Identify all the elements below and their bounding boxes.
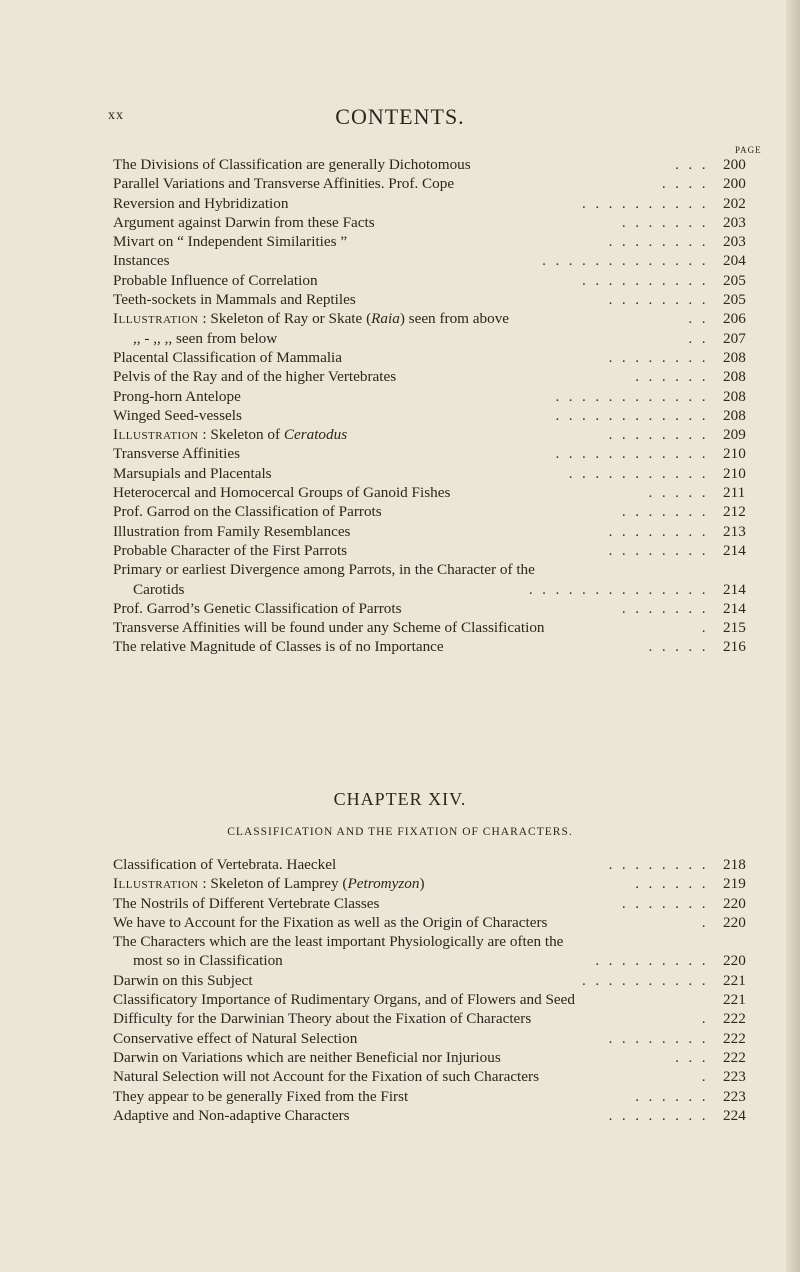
dot-leader: . — [701, 913, 715, 931]
page-number: 214 — [723, 580, 746, 598]
page-number: 203 — [723, 233, 746, 251]
page-number: 223 — [723, 1068, 746, 1086]
contents-entry — [113, 271, 763, 290]
page-column-label: PAGE — [735, 145, 762, 155]
page-number: 222 — [723, 1010, 746, 1028]
dot-leader: ....... — [621, 213, 715, 231]
entry-title: Teeth-sockets in Mammals and Reptiles — [113, 291, 356, 309]
dot-leader: ... — [675, 156, 715, 173]
entry-title: Mivart on “ Independent Similarities ” — [113, 233, 348, 251]
dot-leader: .......... — [582, 194, 715, 212]
dot-leader: ...... — [635, 368, 715, 386]
contents-entry — [113, 464, 763, 483]
page-number: 208 — [723, 406, 746, 424]
entry-title: Illustration from Family Resemblances — [113, 522, 351, 540]
page-number: 204 — [723, 252, 746, 270]
page-number: 220 — [723, 894, 746, 912]
page-number: 221 — [723, 971, 746, 989]
entry-title: Reversion and Hybridization — [113, 194, 289, 212]
contents-entry — [113, 155, 763, 174]
illustration-label: Illustration — [113, 426, 199, 444]
page-number: 202 — [723, 194, 746, 212]
entry-title: The relative Magnitude of Classes is of no Importance — [113, 638, 444, 656]
page-number: 200 — [723, 175, 746, 193]
entry-title: Classification of Vertebrata. Haeckel — [113, 856, 337, 873]
contents-entry — [113, 1009, 763, 1028]
page-number: 218 — [723, 856, 746, 873]
entry-title: Adaptive and Non-adaptive Characters — [113, 1106, 350, 1124]
dot-leader: ...... — [635, 875, 715, 893]
dot-leader: ........ — [608, 1106, 715, 1124]
dot-leader: ........ — [608, 291, 715, 309]
entry-title: Winged Seed-vessels — [113, 406, 242, 424]
entry-title: Prof. Garrod’s Genetic Classification of Parrots — [113, 599, 402, 617]
page-number: 224 — [723, 1106, 746, 1124]
dot-leader: ..... — [648, 638, 715, 656]
contents-entry — [113, 348, 763, 367]
entry-title: The Characters which are the least important Physiologically are often the — [113, 933, 564, 951]
dot-leader: ........ — [608, 1029, 715, 1047]
page-number: 208 — [723, 368, 746, 386]
page-number: 215 — [723, 619, 746, 637]
dot-leader: ........ — [608, 522, 715, 540]
dot-leader: ..... — [648, 484, 715, 502]
contents-entry — [113, 522, 763, 541]
page-number: 208 — [723, 387, 746, 405]
contents-entry — [113, 406, 763, 425]
page-number: 208 — [723, 348, 746, 366]
contents-entry — [113, 367, 763, 386]
contents-entry — [113, 502, 763, 521]
page-number: 210 — [723, 464, 746, 482]
contents-entry — [113, 874, 763, 893]
entry-title: Illustration : Skeleton of Ceratodus — [113, 426, 348, 444]
page-number: 209 — [723, 426, 746, 444]
contents-list-chapter-xiii — [113, 155, 763, 657]
contents-entry — [113, 329, 763, 348]
dot-leader: .... — [661, 175, 715, 193]
contents-entry — [113, 213, 763, 232]
entry-title: Transverse Affinities will be found under any Scheme of Classification — [113, 619, 545, 637]
dot-leader: .. — [688, 310, 715, 328]
contents-entry — [113, 971, 763, 990]
dot-leader: . — [701, 1068, 715, 1086]
dot-leader: ....... — [621, 599, 715, 617]
entry-title: Difficulty for the Darwinian Theory about the Fixation of Characters — [113, 1010, 532, 1028]
entry-title: Carotids — [133, 580, 185, 598]
page-number: 214 — [723, 599, 746, 617]
dot-leader: ........... — [568, 464, 715, 482]
contents-entry — [113, 894, 763, 913]
page-number: 220 — [723, 952, 746, 970]
illustration-label: Illustration — [113, 875, 199, 893]
entry-title: Heterocercal and Homocercal Groups of Ganoid Fishes — [113, 484, 451, 502]
dot-leader: ... — [675, 1048, 715, 1066]
entry-title: They appear to be generally Fixed from the First — [113, 1087, 409, 1105]
dot-leader: ............. — [542, 252, 715, 270]
contents-entry — [113, 541, 763, 560]
dot-leader: ......... — [595, 952, 715, 970]
entry-title: ,, - ,, ,, seen from below — [133, 329, 278, 347]
dot-leader: .......... — [582, 271, 715, 289]
dot-leader: ........ — [608, 541, 715, 559]
entry-title: Placental Classification of Mammalia — [113, 348, 343, 366]
dot-leader: .............. — [528, 580, 715, 598]
running-header — [0, 104, 800, 130]
contents-entry — [113, 444, 763, 463]
dot-leader: ........ — [608, 233, 715, 251]
page-number: 213 — [723, 522, 746, 540]
genus-name: Petromyzon — [347, 875, 420, 893]
entry-title: Parallel Variations and Transverse Affinities. Prof. Cope — [113, 175, 455, 193]
page-number: 203 — [723, 213, 746, 231]
contents-entry — [113, 1106, 763, 1125]
page-number: 205 — [723, 271, 746, 289]
entry-title: Illustration : Skeleton of Ray or Skate (Raia) seen from above — [113, 310, 510, 328]
entry-title: Prong-horn Antelope — [113, 387, 241, 405]
dot-leader: ............ — [555, 445, 715, 463]
entry-title: Probable Influence of Correlation — [113, 271, 318, 289]
contents-entry — [113, 251, 763, 270]
entry-title: Conservative effect of Natural Selection — [113, 1029, 358, 1047]
contents-entry — [113, 483, 763, 502]
contents-entry — [113, 990, 763, 1009]
page-number: 216 — [723, 638, 746, 656]
page-folio: xx — [108, 108, 124, 123]
contents-entry — [113, 174, 763, 193]
entry-title: Primary or earliest Divergence among Parrots, in the Character of the — [113, 561, 535, 579]
contents-entry — [113, 232, 763, 251]
contents-entry — [113, 290, 763, 309]
entry-title: The Nostrils of Different Vertebrate Classes — [113, 894, 380, 912]
entry-title: Pelvis of the Ray and of the higher Vertebrates — [113, 368, 397, 386]
page-number: 210 — [723, 445, 746, 463]
page-number: 220 — [723, 913, 746, 931]
chapter-subtitle: CLASSIFICATION AND THE FIXATION OF CHARACTERS. — [227, 826, 573, 838]
contents-entry — [113, 1029, 763, 1048]
page-number: 222 — [723, 1029, 746, 1047]
page-number: 219 — [723, 875, 746, 893]
page-number: 211 — [723, 484, 746, 502]
dot-leader: ...... — [635, 1087, 715, 1105]
dot-leader: .......... — [582, 971, 715, 989]
dot-leader: ....... — [621, 894, 715, 912]
contents-entry — [113, 1067, 763, 1086]
entry-title: Instances — [113, 252, 170, 270]
page-number: 212 — [723, 503, 746, 521]
page-number: 200 — [723, 156, 746, 173]
contents-entry — [113, 637, 763, 656]
contents-entry — [113, 913, 763, 932]
entry-title: Natural Selection will not Account for the Fixation of such Characters — [113, 1068, 539, 1086]
page-number: 222 — [723, 1048, 746, 1066]
contents-entry — [113, 560, 763, 579]
dot-leader: .. — [688, 329, 715, 347]
entry-title: Illustration : Skeleton of Lamprey (Petromyzon) — [113, 875, 425, 893]
dot-leader: ............ — [555, 387, 715, 405]
dot-leader: ........ — [608, 348, 715, 366]
entry-title: most so in Classification — [133, 952, 283, 970]
entry-title: Prof. Garrod on the Classification of Parrots — [113, 503, 382, 521]
contents-entry — [113, 580, 763, 599]
contents-entry — [113, 1087, 763, 1106]
contents-entry — [113, 387, 763, 406]
genus-name: Raia — [371, 310, 400, 328]
entry-title: Marsupials and Placentals — [113, 464, 272, 482]
contents-list-chapter-xiv — [113, 855, 763, 1125]
entry-title: Classificatory Importance of Rudimentary Organs, and of Flowers and Seed — [113, 991, 575, 1009]
dot-leader: ........ — [608, 426, 715, 444]
contents-entry — [113, 855, 763, 874]
dot-leader: ........ — [608, 856, 715, 873]
page-number: 206 — [723, 310, 746, 328]
page-edge — [786, 0, 800, 1272]
page-number: 205 — [723, 291, 746, 309]
dot-leader: ....... — [621, 503, 715, 521]
dot-leader: . — [701, 619, 715, 637]
entry-title: We have to Account for the Fixation as well as the Origin of Characters — [113, 913, 548, 931]
contents-entry — [113, 599, 763, 618]
contents-entry — [113, 1048, 763, 1067]
contents-entry — [113, 194, 763, 213]
contents-entry — [113, 618, 763, 637]
entry-title: Darwin on this Subject — [113, 971, 253, 989]
contents-entry — [113, 309, 763, 328]
entry-title: Argument against Darwin from these Facts — [113, 213, 375, 231]
illustration-label: Illustration — [113, 310, 199, 328]
contents-entry — [113, 951, 763, 970]
dot-leader: . — [701, 1010, 715, 1028]
chapter-heading: CHAPTER XIV. — [333, 789, 467, 809]
entry-title: Probable Character of the First Parrots — [113, 541, 348, 559]
entry-title: Transverse Affinities — [113, 445, 240, 463]
page-title: CONTENTS. — [335, 104, 465, 129]
page-number: 207 — [723, 329, 746, 347]
entry-title: Darwin on Variations which are neither Beneficial nor Injurious — [113, 1048, 501, 1066]
contents-entry — [113, 932, 763, 951]
dot-leader: ............ — [555, 406, 715, 424]
page-number: 221 — [723, 991, 746, 1009]
page-number: 223 — [723, 1087, 746, 1105]
page-number: 214 — [723, 541, 746, 559]
contents-entry — [113, 425, 763, 444]
genus-name: Ceratodus — [283, 426, 348, 444]
entry-title: The Divisions of Classification are generally Dichotomous — [113, 156, 471, 173]
